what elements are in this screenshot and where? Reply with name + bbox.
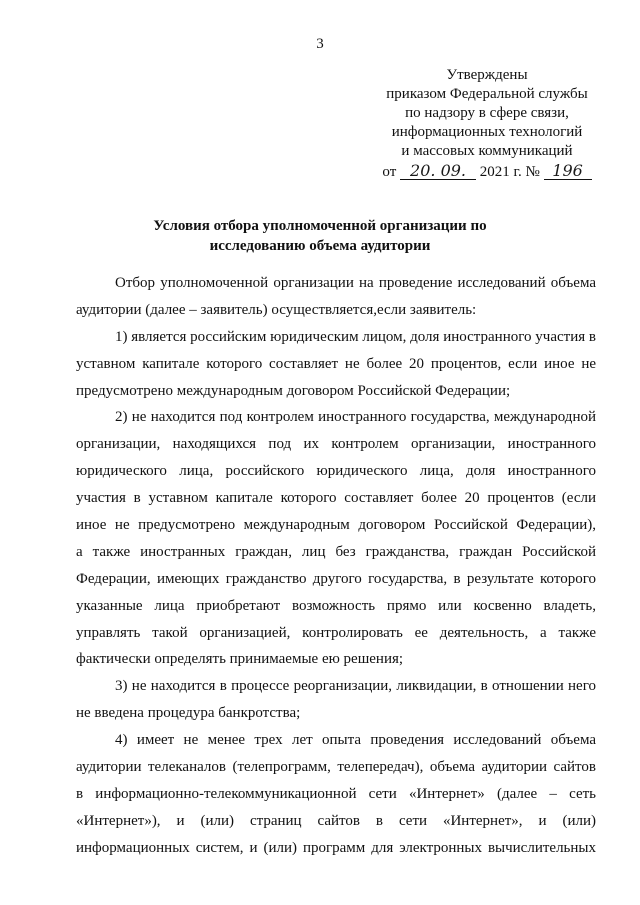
text-line: предусмотрено международным договором Российской Федерации; <box>76 382 511 399</box>
text-line: управлять такой организацией, контролировать ее деятельность, а также <box>76 624 596 641</box>
year-text: 2021 г. № <box>479 164 540 180</box>
text-line: аудитории телеканалов (телепрограмм, телепередач), объема аудитории сайтов <box>76 759 596 776</box>
text-line: аудитории (далее – заявитель) осуществляется,если заявитель: <box>76 301 477 318</box>
approval-date-line <box>372 163 602 182</box>
text-line: уставном капитале которого составляет не более 20 процентов, если иное не <box>76 355 596 372</box>
text-line: участия в уставном капитале которого составляет более 20 процентов (если <box>76 490 596 507</box>
text-line: Федерации, имеющих гражданство другого государства, в результате которого <box>76 570 596 587</box>
approval-line: приказом Федеральной службы <box>386 86 588 102</box>
text-line: Отбор уполномоченной организации на проведение исследований объема <box>115 275 596 291</box>
text-line: а также иностранных граждан, лиц без гражданства, граждан Российской <box>76 543 596 560</box>
text-line: в информационно-телекоммуникационной сети «Интернет» (далее – сеть <box>76 785 596 802</box>
approval-line: по надзору в сфере связи, <box>405 105 569 121</box>
title-line: исследованию объема аудитории <box>209 238 431 254</box>
text-line: юридического лица, российского юридического лица, доля иностранного <box>76 463 596 480</box>
page-number: 3 <box>316 36 324 52</box>
text-line: 1) является российским юридическим лицом, доля иностранного участия в <box>115 328 596 345</box>
body-text <box>76 270 596 862</box>
text-line: указанные лица приобретают возможность прямо или косвенно владеть, <box>76 597 596 614</box>
handwritten-date: 20. 09. <box>400 163 476 180</box>
date-prefix: от <box>382 164 397 180</box>
text-line: 2) не находится под контролем иностранного государства, международной <box>115 409 596 426</box>
approval-block <box>372 66 602 182</box>
approval-line: и массовых коммуникаций <box>401 143 573 159</box>
approval-line: информационных технологий <box>391 124 583 140</box>
text-line: информационных систем, и (или) программ для электронных вычислительных <box>76 839 596 856</box>
text-line: 3) не находится в процессе реорганизации, ликвидации, в отношении него <box>115 678 596 695</box>
text-line: 4) имеет не менее трех лет опыта проведения исследований объема <box>115 732 596 749</box>
text-line: фактически определять принимаемые ею решения; <box>76 651 404 668</box>
approval-line: Утверждены <box>446 67 528 83</box>
text-line: «Интернет»), и (или) страниц сайтов в сети «Интернет», и (или) <box>76 812 596 829</box>
text-line: не введена процедура банкротства; <box>76 705 301 722</box>
document-title <box>120 216 520 256</box>
handwritten-order-number: 196 <box>544 163 592 180</box>
title-line: Условия отбора уполномоченной организации по <box>153 218 487 234</box>
text-line: организации, находящихся под их контролем организации, иностранного <box>76 436 596 453</box>
text-line: иное не предусмотрено международным договором Российской Федерации), <box>76 517 596 534</box>
